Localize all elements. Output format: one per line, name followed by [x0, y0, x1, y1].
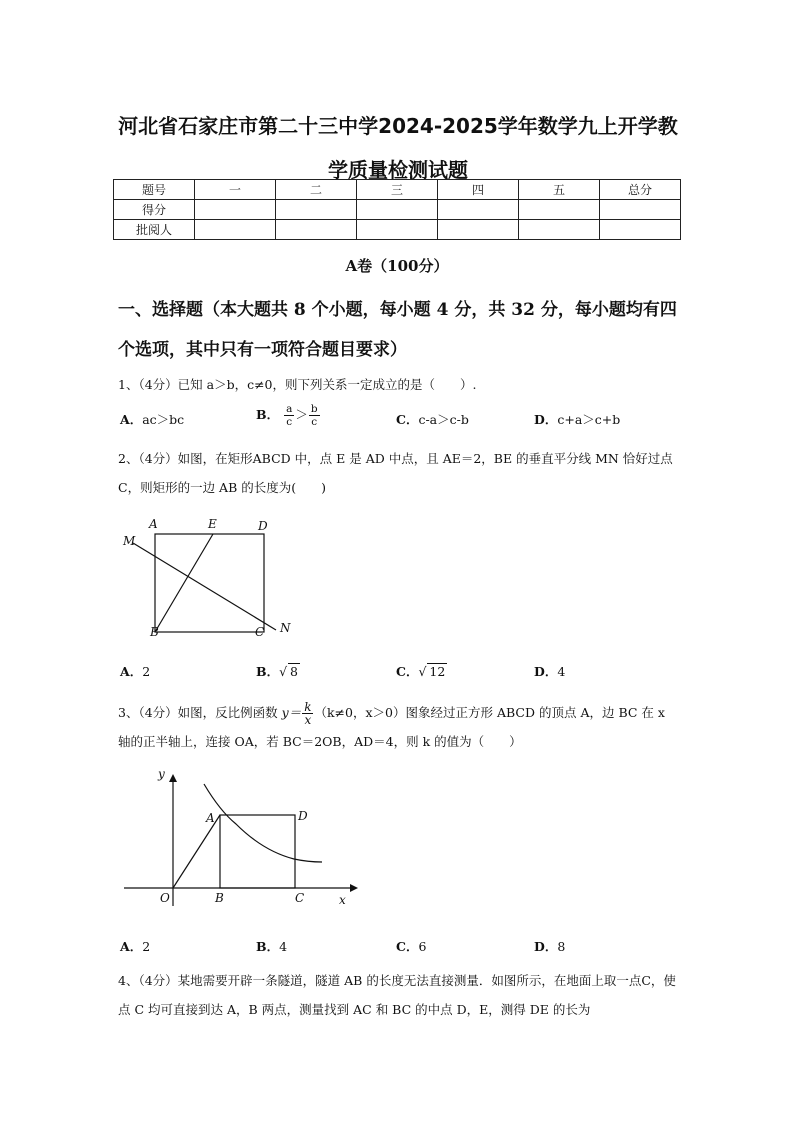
table-row-label: 批阅人: [114, 220, 195, 240]
option-c[interactable]: C．6: [396, 939, 427, 954]
fraction-a-over-c: $\frac{a}{c}$: [286, 403, 293, 428]
fraction-b-over-c: $\frac{b}{c}$: [310, 403, 318, 428]
option-a[interactable]: A．2: [120, 939, 151, 954]
page-title: 河北省石家庄市第二十三中学2024-2025学年数学九上开学教学质量检测试题: [118, 114, 678, 182]
score-cell: [438, 220, 519, 240]
x-axis-arrow: [350, 884, 358, 892]
score-cell: [276, 220, 357, 240]
segment-be: [155, 534, 213, 632]
label-e: E: [208, 517, 217, 531]
option-c[interactable]: C．c-a＞c-b: [396, 412, 469, 427]
option-d[interactable]: D．4: [534, 664, 566, 679]
label-y: y: [158, 767, 165, 781]
table-header-cell: 题号: [114, 180, 195, 200]
table-header-cell: 四: [438, 180, 519, 200]
score-cell: [195, 200, 276, 220]
rectangle-figure: [118, 512, 298, 644]
label-m: M: [123, 534, 136, 548]
table-header-cell: 三: [357, 180, 438, 200]
table-header-cell: 总分: [600, 180, 681, 200]
hyperbola-curve: [204, 784, 322, 862]
question-3-stem: 3、（4分）如图，反比例函数 y＝ $\frac{k}{x}$ （k≠0，x＞0）图象经过正方形 ABCD 的顶点 A，边 BC 在 x 轴的正半轴上，连接 OA，若 BC＝2OB，AD＝4，则 k 的值为（ ）: [118, 700, 665, 749]
label-x: x: [339, 893, 346, 907]
label-n: N: [280, 621, 291, 635]
table-header-cell: 二: [276, 180, 357, 200]
part1-heading: 一、选择题（本大题共 8 个小题，每小题 4 分，共 32 分，每小题均有四个选项，其中只有一项符合题目要求）: [118, 300, 677, 360]
score-table: [113, 179, 681, 240]
table-row: [114, 200, 681, 220]
score-cell: [438, 200, 519, 220]
option-b[interactable]: B． $\frac{a}{c}$ ＞ $\frac{b}{c}$: [256, 403, 318, 428]
question-2-stem: 2、（4分）如图，在矩形ABCD 中，点 E 是 AD 中点，且 AE＝2，BE 的垂直平分线 MN 恰好过点 C，则矩形的一边 AB 的长度为( ): [118, 451, 673, 495]
question-1-options: [118, 403, 678, 432]
question-1-stem: 1、（4分）已知 a＞b，c≠0，则下列关系一定成立的是（ ）.: [118, 377, 477, 392]
rectangle-abcd: [155, 534, 264, 632]
label-b: B: [215, 891, 224, 905]
option-c[interactable]: C．√ 12: [396, 664, 446, 679]
label-d: D: [258, 519, 268, 533]
fraction-k-over-x: $\frac{k}{x}$: [304, 700, 312, 727]
question-3-options: [118, 937, 678, 959]
table-row: [114, 220, 681, 240]
option-a[interactable]: A．2: [120, 664, 151, 679]
option-d[interactable]: D．8: [534, 939, 566, 954]
score-cell: [276, 200, 357, 220]
table-row: [114, 180, 681, 200]
label-a: A: [206, 811, 215, 825]
score-cell: [600, 220, 681, 240]
option-b[interactable]: B．4: [256, 939, 288, 954]
label-o: O: [160, 891, 170, 905]
label-c: C: [255, 625, 265, 639]
y-axis-arrow: [169, 774, 177, 782]
table-header-cell: 一: [195, 180, 276, 200]
option-d[interactable]: D．c+a＞c+b: [534, 412, 621, 427]
section-a-title: A卷（100分）: [345, 257, 449, 275]
coordinate-figure: [118, 766, 358, 916]
question-2-options: [118, 662, 678, 684]
score-cell: [195, 220, 276, 240]
segment-oa: [173, 815, 220, 888]
score-cell: [600, 200, 681, 220]
label-a: A: [149, 517, 158, 531]
label-c: C: [295, 891, 305, 905]
option-a[interactable]: A．ac＞bc: [120, 412, 185, 427]
table-header-cell: 五: [519, 180, 600, 200]
score-cell: [357, 200, 438, 220]
score-cell: [519, 220, 600, 240]
label-b: B: [150, 625, 159, 639]
question-4-stem: 4、（4分）某地需要开辟一条隧道，隧道 AB 的长度无法直接测量．如图所示，在地面上取一点C，使点 C 均可直接到达 A，B 两点，测量找到 AC 和 BC 的中点 D，E，测得 DE 的长为: [118, 973, 676, 1017]
score-cell: [519, 200, 600, 220]
square-abcd: [220, 815, 295, 888]
option-b[interactable]: B．√ 8: [256, 664, 298, 679]
label-d: D: [298, 809, 308, 823]
score-cell: [357, 220, 438, 240]
table-row-label: 得分: [114, 200, 195, 220]
